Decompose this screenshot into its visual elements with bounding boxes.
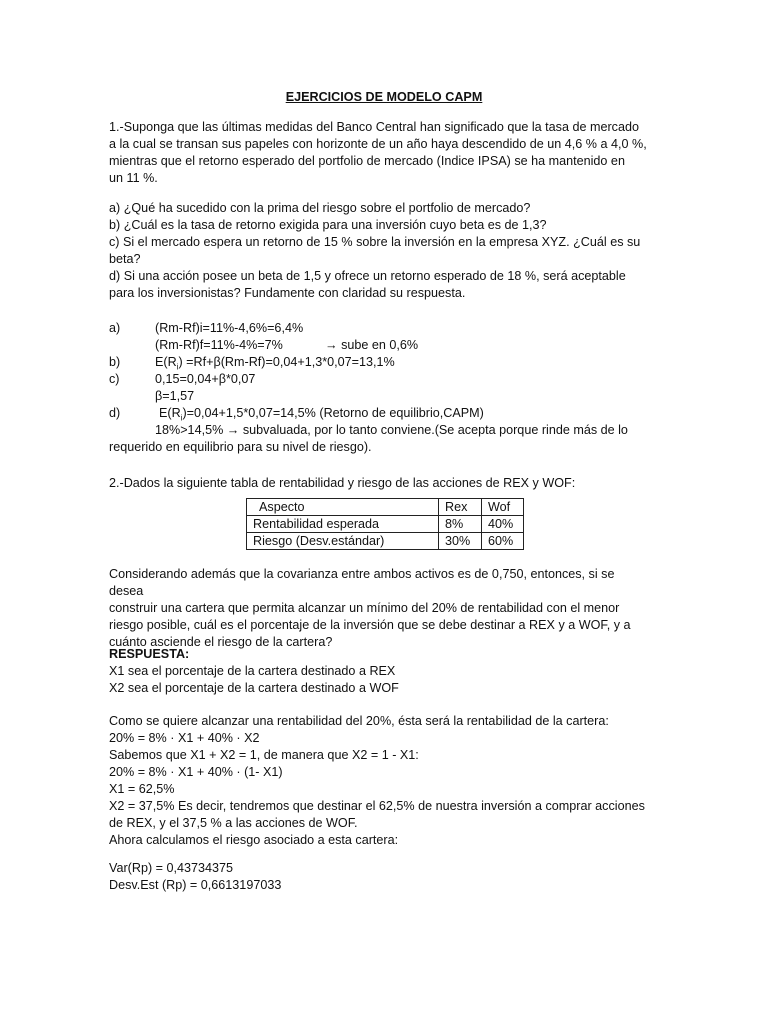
answer-text: $E(R_i)=0,04+1,5*0,07=14,5\%$ (Retorno de equilibrio,CAPM): [159, 406, 484, 423]
answer-text: (Rm-Rf)f=11%-4%=7%: [155, 338, 283, 352]
text-line: cuánto asciende el riesgo de la cartera?: [109, 635, 333, 649]
exercise-2-answer-body: [109, 713, 649, 849]
text-line: 2.-Dados la siguiente tabla de rentabilidad y riesgo de las acciones de REX y WOF:: [109, 476, 576, 490]
answer-text: β=1,57: [155, 389, 195, 403]
result-variance: Var(Rp) = 0,43734375: [109, 861, 234, 875]
table-header-row: [247, 499, 524, 516]
text-line: de REX, y el 37,5 % a las acciones de WOF.: [109, 816, 358, 830]
document-title: EJERCICIOS DE MODELO CAPM: [285, 90, 483, 104]
text-line: construir una cartera que permita alcanzar un mínimo del 20% de rentabilidad con el menor: [109, 601, 620, 615]
answer-a-row: [109, 320, 649, 337]
exercise-2-statement: [109, 566, 649, 651]
answer-text: (Rm-Rf)i=11%-4,6%=6,4%: [155, 321, 304, 335]
answer-label: d): [109, 406, 121, 420]
question-c: c) Si el mercado espera un retorno de 15 % sobre la inversión en la empresa XYZ. ¿Cuál es su: [109, 235, 641, 249]
question-c-cont: beta?: [109, 252, 141, 266]
question-a: a) ¿Qué ha sucedido con la prima del riesgo sobre el portfolio de mercado?: [109, 201, 531, 215]
answer-text: 0,15=0,04+β*0,07: [155, 372, 256, 386]
answer-b-row: [109, 354, 649, 371]
text-line: Sabemos que X1 + X2 = 1, de manera que X2 = 1 - X1:: [109, 748, 419, 762]
table-cell: 60%: [482, 533, 524, 550]
question-d: d) Si una acción posee un beta de 1,5 y ofrece un retorno esperado de 18 %, será aceptable: [109, 269, 626, 283]
table-cell: 40%: [482, 516, 524, 533]
exercise-2-intro: [109, 475, 649, 492]
text-line: X2 sea el porcentaje de la cartera destinado a WOF: [109, 681, 399, 695]
table-cell: Riesgo (Desv.estándar): [247, 533, 439, 550]
answer-d-row-2: [109, 422, 649, 439]
result-stddev: Desv.Est (Rp) = 0,6613197033: [109, 878, 282, 892]
answer-d-row: [109, 405, 649, 422]
table-header-cell: Rex: [439, 499, 482, 516]
answer-text: requerido en equilibrio para su nivel de riesgo).: [109, 440, 372, 454]
table-row: [247, 516, 524, 533]
text-line: riesgo posible, cuál es el porcentaje de la inversión que se debe destinar a REX y a WOF, y a: [109, 618, 631, 632]
text-line: un 11 %.: [109, 171, 158, 185]
exercise-1-answers: [109, 320, 649, 456]
exercise-2-results: [109, 860, 649, 894]
question-d-cont: para los inversionistas? Fundamente con claridad su respuesta.: [109, 286, 466, 300]
exercise-1-statement: [109, 119, 649, 187]
table-row: [247, 533, 524, 550]
answer-note: → sube en 0,6%: [325, 338, 419, 352]
answer-label: c): [109, 372, 120, 386]
text-line: 1.-Suponga que las últimas medidas del Banco Central han significado que la tasa de mercado: [109, 120, 639, 134]
text-line: X2 = 37,5% Es decir, tendremos que destinar el 62,5% de nuestra inversión a comprar acciones: [109, 799, 645, 813]
answer-a-row-2: [109, 337, 649, 354]
text-line: Considerando además que la covarianza entre ambos activos es de 0,750, entonces, si se desea: [109, 567, 615, 598]
table-cell: Rentabilidad esperada: [247, 516, 439, 533]
text-line: Como se quiere alcanzar una rentabilidad del 20%, ésta será la rentabilidad de la cartera:: [109, 714, 609, 728]
answer-text: 18%>14,5% → subvaluada, por lo tanto conviene.(Se acepta porque rinde más de lo: [155, 423, 628, 437]
text-line: 20% = 8% · X1 + 40% · X2: [109, 731, 260, 745]
exercise-1-questions: [109, 200, 649, 302]
table-header-cell: Wof: [482, 499, 524, 516]
text-line: a la cual se transan sus papeles con horizonte de un año haya descendido de un 4,6 % a 4,0 %,: [109, 137, 647, 151]
text-line: Ahora calculamos el riesgo asociado a esta cartera:: [109, 833, 399, 847]
text-line: mientras que el retorno esperado del portfolio de mercado (Indice IPSA) se ha mantenido en: [109, 154, 625, 168]
table-header-cell: Aspecto: [247, 499, 439, 516]
answer-c-row-2: [109, 388, 649, 405]
text-line: 20% = 8% · X1 + 40% · (1- X1): [109, 765, 283, 779]
rex-wof-table: [246, 498, 524, 550]
answer-text: $E(R_i) =Rf+\beta(Rm-Rf)=0,04+1,3*0,07=13,1\%$: [155, 355, 395, 372]
answer-label: a): [109, 321, 121, 335]
question-b: b) ¿Cuál es la tasa de retorno exigida para una inversión cuyo beta es de 1,3?: [109, 218, 547, 232]
answer-d-row-3: [109, 439, 649, 456]
table-cell: 30%: [439, 533, 482, 550]
text-line: X1 = 62,5%: [109, 782, 175, 796]
exercise-2-answer-defs: [109, 646, 649, 697]
answer-heading: RESPUESTA:: [109, 647, 190, 661]
text-line: X1 sea el porcentaje de la cartera destinado a REX: [109, 664, 396, 678]
table-cell: 8%: [439, 516, 482, 533]
answer-c-row: [109, 371, 649, 388]
answer-label: b): [109, 355, 121, 369]
